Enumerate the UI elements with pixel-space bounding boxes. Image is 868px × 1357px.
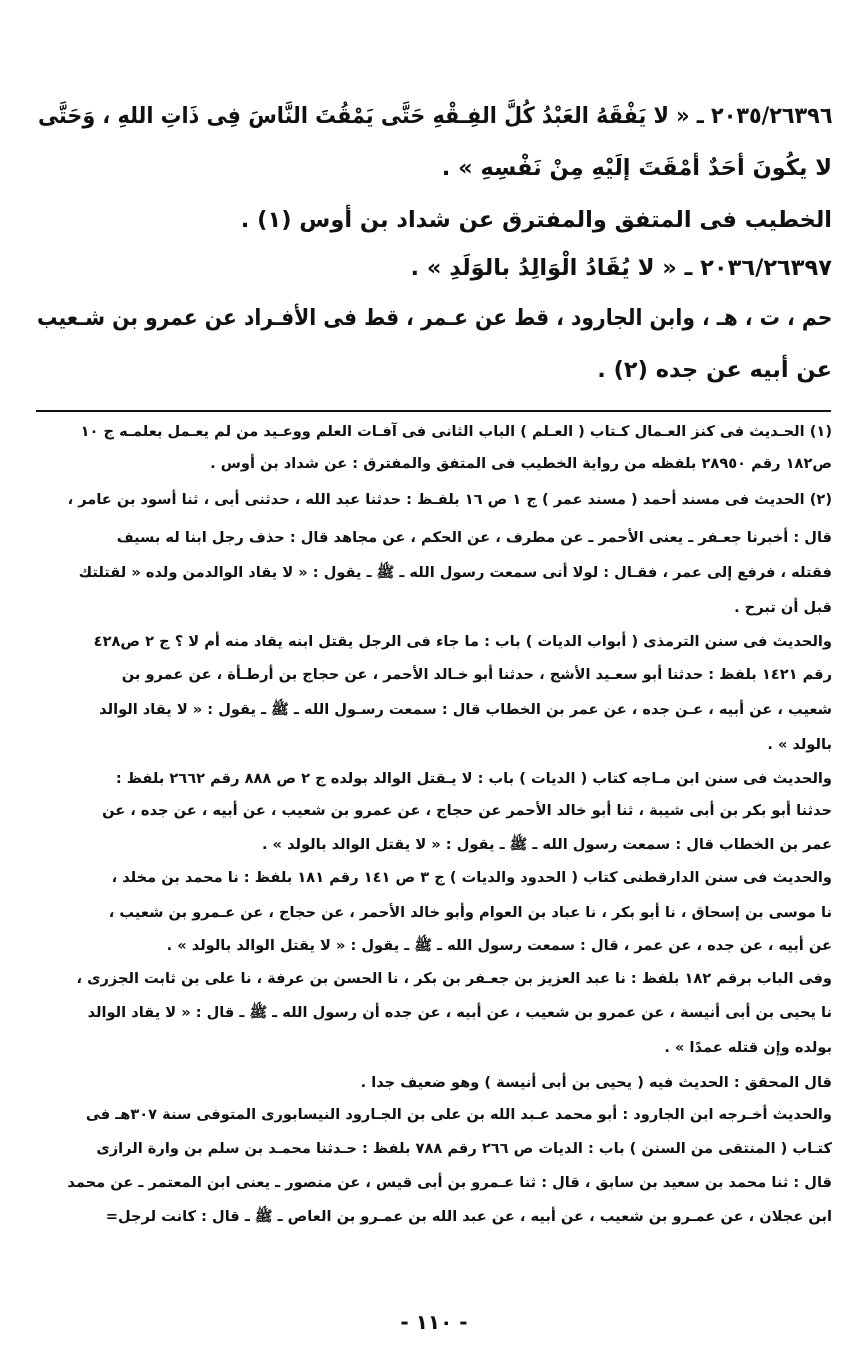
- footnote-line: والحديث فى سنن الترمذى ( أبواب الديات ) باب : ما جاء فى الرجل يقتل ابنه يقاد منه أم لا ؟ ج ٢ ص٤٢٨: [93, 633, 832, 650]
- footnote-line: والحديث فى سنن الدارقطنى كتاب ( الحدود والديات ) ج ٣ ص ١٤١ رقم ١٨١ بلفظ : نا محمد بن مخلد ،: [111, 869, 832, 886]
- footnote-line: عن أبيه ، عن جده ، عن عمر ، قال : سمعت رسول الله ـ ﷺ ـ يقول : « لا يقتل الوالد بالولد » .: [166, 937, 832, 954]
- footnote-line: رقم ١٤٢١ بلفظ : حدثنا أبو سعـيد الأشج ، حدثنا أبو خـالد الأحمر ، عن حجاج بن أرطـأة ، عن عمرو بن: [121, 666, 832, 683]
- hadith-2035-line-2: لا يكُونَ أحَدٌ أمْقَتَ إلَيْهِ مِنْ نَفْسِهِ » .: [441, 155, 832, 181]
- footnote-line: فقتله ، فرفع إلى عمر ، فقـال : لولا أنى سمعت رسول الله ـ ﷺ ـ يقول : « لا يقاد الوالدمن ولده « لقتلتك: [78, 564, 832, 581]
- footnote-line: وفى الباب برقم ١٨٢ بلفظ : نا عبد العزيز بن جعـفر بن بكر ، نا الحسن بن عرفة ، نا على بن ثابت الجزرى ،: [76, 970, 832, 987]
- footnote-line: شعيب ، عن أبيه ، عـن جده ، عن عمر بن الخطاب قال : سمعت رسـول الله ـ ﷺ ـ يقول : « لا يقاد الوالد: [99, 701, 832, 718]
- footnote-line: كتـاب ( المنتقى من السنن ) باب : الديات ص ٢٦٦ رقم ٧٨٨ بلفظ : حـدثنا محمـد بن سلم بن وارة الرازى: [96, 1140, 832, 1157]
- footnote-line: قال : ثنا محمد بن سعيد بن سابق ، قال : ثنا عـمرو بن أبى قيس ، عن منصور ـ يعنى ابن المعتمر ـ عن محمد: [67, 1174, 832, 1191]
- footnote-line: نا يحيى بن أبى أنيسة ، عن عمرو بن شعيب ، عن أبيه ، عن جده أن رسول الله ـ ﷺ ـ قال : « لا يقاد الوالد: [87, 1004, 832, 1021]
- footnote-line: ابن عجلان ، عن عمـرو بن شعيب ، عن أبيه ، عن عبد الله بن عمـرو بن العاص ـ ﷺ ـ قال : كانت لرجل=: [105, 1208, 832, 1225]
- footnote-line: (١) الحـديث فى كنز العـمال كـتاب ( العـلم ) الباب الثانى فى آفـات العلم ووعـيد من لم يعـمل بعلمـه ج ١٠: [80, 423, 832, 440]
- footnote-line: والحديث أخـرجه ابن الجارود : أبو محمد عـبد الله بن على بن الجـارود النيسابورى المتوفى سنة ٣٠٧هـ فى: [85, 1106, 832, 1123]
- footnote-line: بولده وإن قتله عمدًا » .: [664, 1039, 832, 1056]
- footnote-line: نا موسى بن إسحاق ، نا أبو بكر ، نا عباد بن العوام وأبو خالد الأحمر ، عن حجاج ، عن عـمرو بن شعيب ،: [108, 904, 832, 921]
- footnote-line: (٢) الحديث فى مسند أحمد ( مسند عمر ) ج ١ ص ١٦ بلفـظ : حدثنا عبد الله ، حدثنى أبى ، ثنا أسود بن عامر ،: [67, 491, 832, 508]
- hadith-2035-line-1: ٢٠٣٥/٢٦٣٩٦ ـ « لا يَفْقَهُ العَبْدُ كُلَّ الفِـقْهِ حَتَّى يَمْقُتَ النَّاسَ فِى ذَاتِ اللهِ ، وَحَتَّى: [37, 103, 832, 129]
- footnote-line: بالولد » .: [767, 736, 832, 753]
- footnote-line: عمر بن الخطاب قال : سمعت رسول الله ـ ﷺ ـ يقول : « لا يقتل الوالد بالولد » .: [261, 836, 832, 853]
- hadith-2036-source-line-1: حم ، ت ، هـ ، وابن الجارود ، قط عن عـمر ، قط فى الأفـراد عن عمرو بن شـعيب: [36, 305, 832, 331]
- footnote-line: قبل أن تبرح .: [734, 599, 832, 616]
- hadith-2035-source: الخطيب فى المتفق والمفترق عن شداد بن أوس (١) .: [240, 207, 832, 233]
- footnote-divider: [36, 410, 831, 412]
- hadith-2036-line-1: ٢٠٣٦/٢٦٣٩٧ ـ « لا يُقَادُ الْوَالِدُ بالوَلَدِ » .: [410, 255, 832, 281]
- hadith-2036-source-line-2: عن أبيه عن جده (٢) .: [597, 357, 832, 383]
- footnote-line: قال : أخبرنا جعـفر ـ يعنى الأحمر ـ عن مطرف ، عن الحكم ، عن مجاهد قال : حذف رجل ابنا له بسيف: [116, 529, 832, 546]
- footnote-line: ص١٨٢ رقم ٢٨٩٥٠ بلفظه من رواية الخطيب فى المتفق والمفترق : عن شداد بن أوس .: [210, 455, 832, 472]
- page-number: - ١١٠ -: [400, 1310, 468, 1334]
- footnote-line: قال المحقق : الحديث فيه ( يحيى بن أبى أنيسة ) وهو ضعيف جدا .: [360, 1074, 832, 1091]
- footnote-line: حدثنا أبو بكر بن أبى شيبة ، ثنا أبو خالد الأحمر عن حجاج ، عن عمرو بن شعيب ، عن أبيه ، عن جده ، عن: [102, 802, 832, 819]
- footnote-line: والحديث فى سنن ابن مـاجه كتاب ( الديات ) باب : لا يـقتل الوالد بولده ج ٢ ص ٨٨٨ رقم ٢٦٦٢ بلفظ :: [115, 770, 832, 787]
